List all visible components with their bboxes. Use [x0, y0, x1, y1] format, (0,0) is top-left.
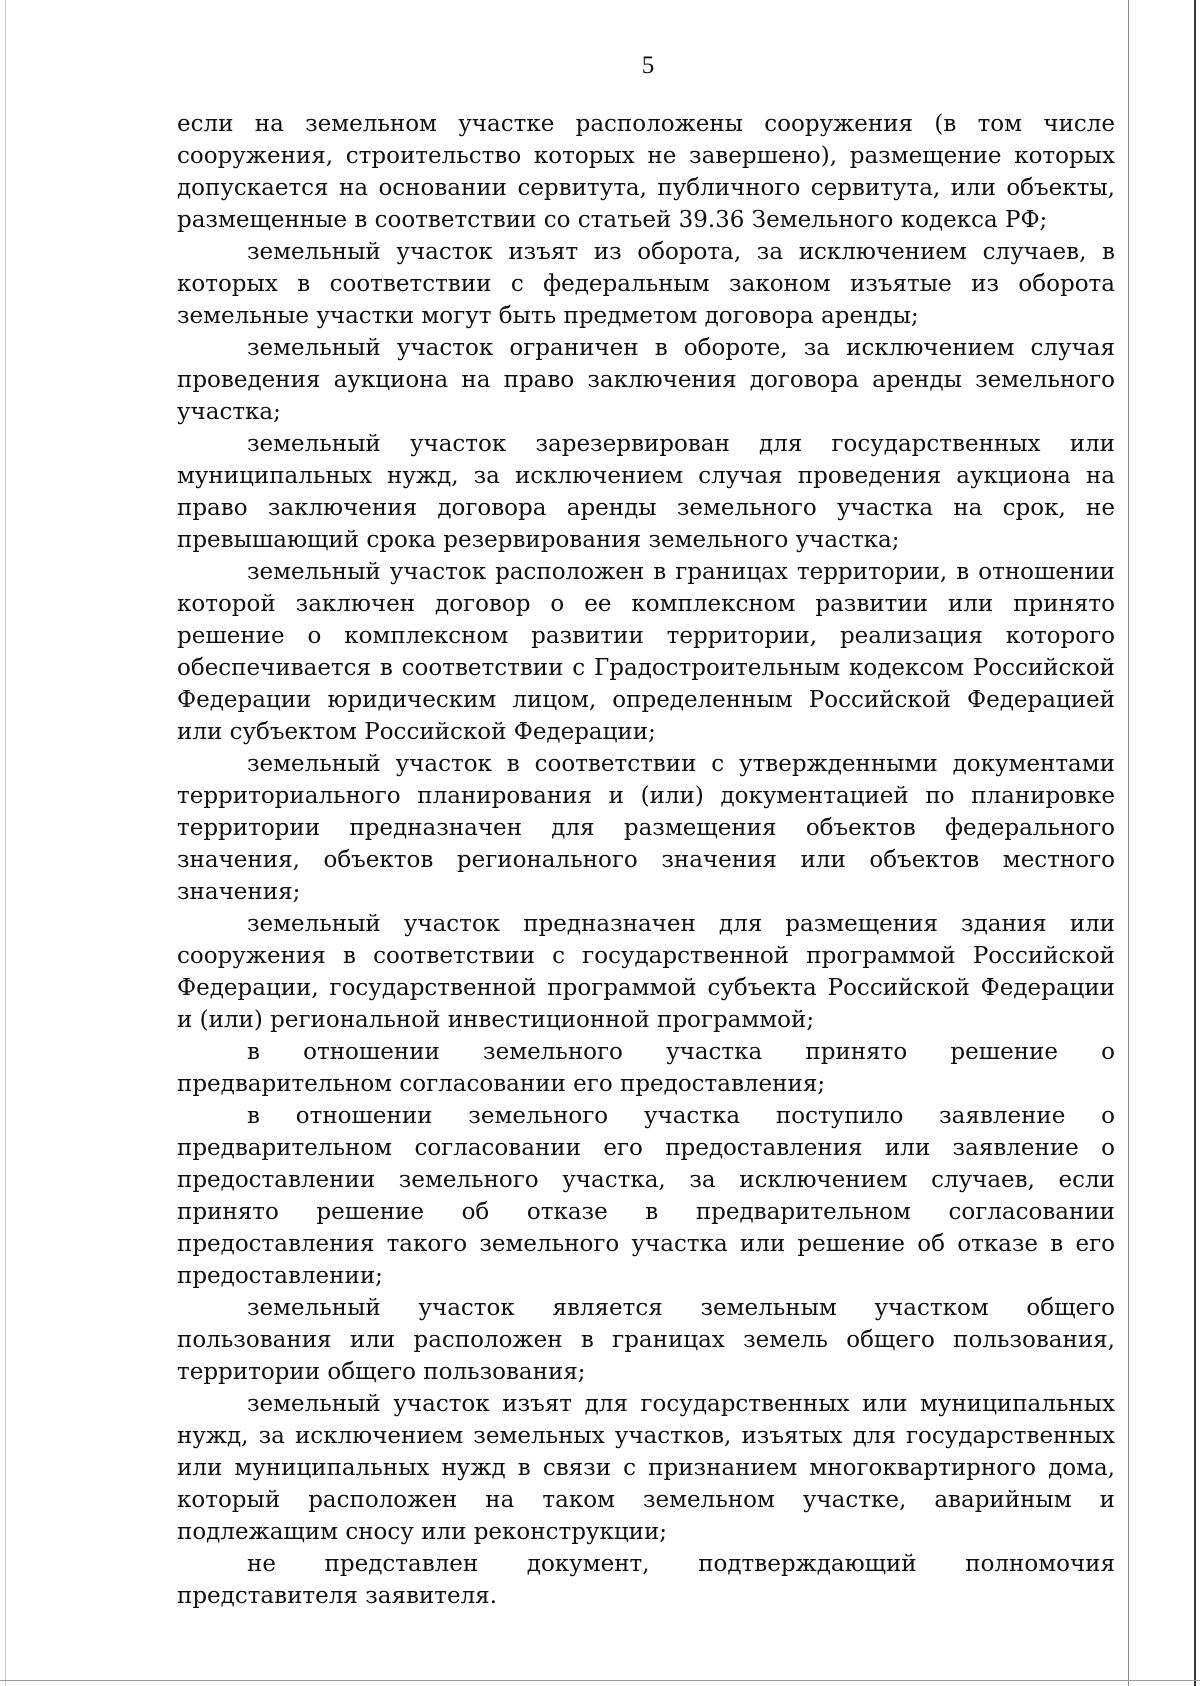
scan-edge-right-inner [1128, 0, 1129, 1686]
paragraph-9: в отношении земельного участка поступило заявление о предварительном согласовании его предоставления или заявление о предоставлении земельного участка, за исключением случаев, если принято решение об отказе в предварительном согласовании предоставления такого земельного участка или решение об отказе в его предоставлении; [177, 1103, 1115, 1289]
paragraph-6: земельный участок в соответствии с утвержденными документами территориального планирования и (или) документацией по планировке территории предназначен для размещения объектов федерального значения, объектов регионального значения или объектов местного значения; [177, 751, 1115, 905]
page-number: 5 [641, 52, 655, 79]
paragraph-7: земельный участок предназначен для размещения здания или сооружения в соответствии с государственной программой Российской Федерации, государственной программой субъекта Российской Федерации и (или) региональной инвестиционной программой; [177, 911, 1115, 1033]
paragraph-1: если на земельном участке расположены сооружения (в том числе сооружения, строительство которых не завершено), размещение которых допускается на основании сервитута, публичного сервитута, или объекты, размещенные в соответствии со статьей 39.36 Земельного кодекса РФ; [177, 111, 1115, 233]
paragraph-11: земельный участок изъят для государственных или муниципальных нужд, за исключением земельных участков, изъятых для государственных или муниципальных нужд в связи с признанием многоквартирного дома, который расположен на таком земельном участке, аварийным и подлежащим сносу или реконструкции; [177, 1391, 1115, 1545]
paragraph-4: земельный участок зарезервирован для государственных или муниципальных нужд, за исключением случая проведения аукциона на право заключения договора аренды земельного участка на срок, не превышающий срока резервирования земельного участка; [177, 431, 1115, 553]
scan-edge-left [5, 0, 6, 1686]
paragraph-5: земельный участок расположен в границах территории, в отношении которой заключен договор о ее комплексном развитии или принято решение о комплексном развитии территории, реализация которого обеспечивается в соответствии с Градостроительным кодексом Российской Федерации юридическим лицом, определенным Российской Федерацией или субъектом Российской Федерации; [177, 559, 1115, 745]
paragraph-3: земельный участок ограничен в обороте, за исключением случая проведения аукциона на право заключения договора аренды земельного участка; [177, 335, 1115, 425]
scan-edge-bottom [0, 1680, 1200, 1681]
scan-edge-right-outer [1194, 0, 1196, 1686]
paragraph-10: земельный участок является земельным участком общего пользования или расположен в границах земель общего пользования, территории общего пользования; [177, 1295, 1115, 1385]
paragraph-2: земельный участок изъят из оборота, за исключением случаев, в которых в соответствии с федеральным законом изъятые из оборота земельные участки могут быть предметом договора аренды; [177, 239, 1115, 329]
document-body [177, 108, 1115, 1612]
paragraph-8: в отношении земельного участка принято решение о предварительном согласовании его предоставления; [177, 1039, 1115, 1097]
paragraph-12: не представлен документ, подтверждающий полномочия представителя заявителя. [177, 1551, 1115, 1609]
